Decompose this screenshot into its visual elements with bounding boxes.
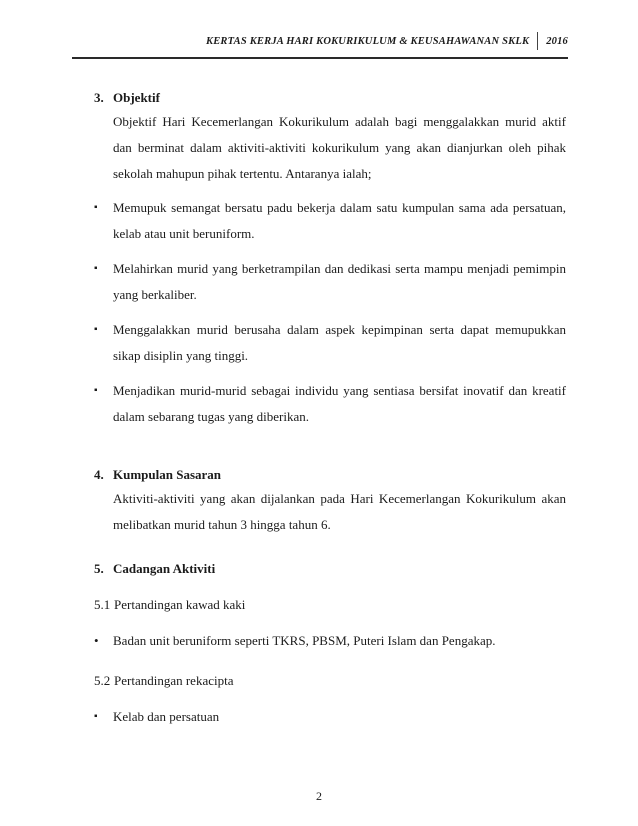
square-bullet-icon: ▪ xyxy=(94,711,98,722)
bullet-text: Melahirkan murid yang berketrampilan dan dedikasi serta mampu menjadi pemimpin yang berkaliber. xyxy=(113,261,566,302)
bullet-text: Menjadikan murid-murid sebagai individu yang sentiasa bersifat inovatif dan kreatif dalam sebarang tugas yang diberikan. xyxy=(113,383,566,424)
square-bullet-icon: ▪ xyxy=(94,202,98,213)
section-number: 4. xyxy=(94,467,104,482)
bullet-text: Memupuk semangat bersatu padu bekerja dalam satu kumpulan sama ada persatuan, kelab atau unit beruniform. xyxy=(113,200,566,241)
bullet-text: Badan unit beruniform seperti TKRS, PBSM, Puteri Islam dan Pengakap. xyxy=(113,633,496,648)
bullet-item xyxy=(94,378,566,430)
header-title: KERTAS KERJA HARI KOKURIKULUM & KEUSAHAWANAN SKLK xyxy=(206,35,530,47)
page-number: 2 xyxy=(316,789,322,803)
subsection-number: 5.2 xyxy=(94,673,111,688)
section-3-intro-paragraph: Objektif Hari Kecemerlangan Kokurikulum adalah bagi menggalakkan murid aktif dan berminat dalam aktiviti-aktiviti kokurikulum yang akan dianjurkan oleh pihak sekolah mahupun pihak tertentu. Antaranya ialah; xyxy=(113,114,566,181)
square-bullet-icon: ▪ xyxy=(94,263,98,274)
subsection-label: Pertandingan kawad kaki xyxy=(114,597,246,612)
bullet-text: Kelab dan persatuan xyxy=(113,709,220,724)
bullet-item xyxy=(94,628,566,654)
subsection-5-1 xyxy=(94,596,566,614)
bullet-item xyxy=(94,195,566,247)
document-content xyxy=(0,59,638,730)
page-footer xyxy=(0,789,638,804)
section-number: 5. xyxy=(94,561,104,576)
section-cadangan-aktiviti xyxy=(94,560,566,730)
square-bullet-icon: ▪ xyxy=(94,324,98,335)
bullet-item xyxy=(94,256,566,308)
section-title: Cadangan Aktiviti xyxy=(113,561,216,576)
bullet-text: Menggalakkan murid berusaha dalam aspek kepimpinan serta dapat memupukkan sikap disiplin yang tinggi. xyxy=(113,322,566,363)
subsection-5-2 xyxy=(94,672,566,690)
bullet-item xyxy=(94,704,566,730)
page-header xyxy=(0,0,638,59)
section-kumpulan-sasaran xyxy=(94,466,566,538)
subsection-number: 5.1 xyxy=(94,597,111,612)
square-bullet-icon: ▪ xyxy=(94,385,98,396)
objektif-bullet-list xyxy=(94,195,566,430)
section-5-heading xyxy=(94,560,566,578)
section-4-heading xyxy=(94,466,566,484)
section-3-heading xyxy=(94,89,566,107)
section-objektif xyxy=(94,89,566,430)
section-4-paragraph: Aktiviti-aktiviti yang akan dijalankan pada Hari Kecemerlangan Kokurikulum akan melibatkan murid tahun 3 hingga tahun 6. xyxy=(113,491,566,532)
header-year: 2016 xyxy=(546,35,568,47)
subsection-label: Pertandingan rekacipta xyxy=(114,673,234,688)
header-divider xyxy=(537,32,538,50)
section-title: Kumpulan Sasaran xyxy=(113,467,222,482)
section-title: Objektif xyxy=(113,90,160,105)
bullet-item xyxy=(94,317,566,369)
header-row xyxy=(72,32,568,50)
section-number: 3. xyxy=(94,90,104,105)
round-bullet-icon: • xyxy=(94,633,99,648)
